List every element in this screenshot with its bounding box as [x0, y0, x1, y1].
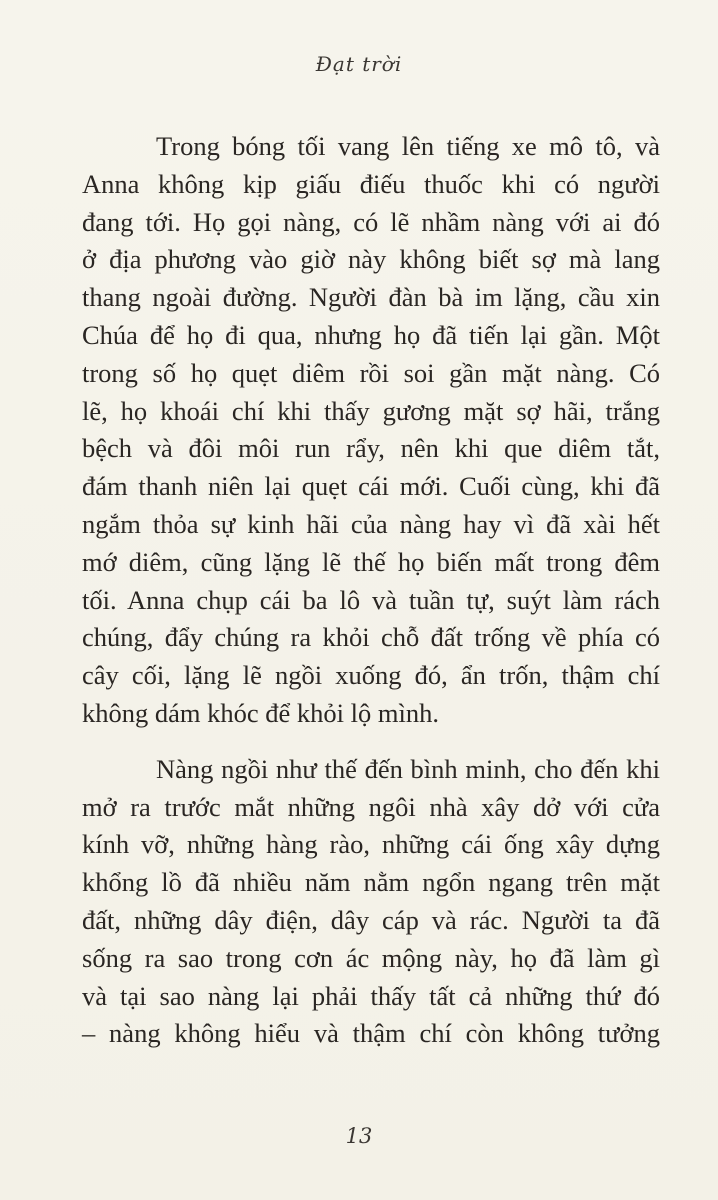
text-line: sống ra sao trong cơn ác mộng này, họ đã làm gì [82, 942, 660, 973]
text-line: đám thanh niên lại quẹt cái mới. Cuối cùng, khi đã [82, 471, 660, 502]
text-line: Trong bóng tối vang lên tiếng xe mô tô, và [156, 131, 660, 161]
text-line: Nàng ngồi như thế đến bình minh, cho đến khi [156, 753, 660, 784]
running-head: Đạt trời [315, 52, 403, 76]
text-line: – nàng không hiểu và thậm chí còn không tưởng [82, 1018, 660, 1049]
page-number: 13 [345, 1124, 373, 1148]
text-line: ở địa phương vào giờ này không biết sợ mà lang [82, 244, 660, 275]
text-line: mớ diêm, cũng lặng lẽ thế họ biến mất trong đêm [82, 546, 660, 577]
text-line: và tại sao nàng lại phải thấy tất cả những thứ đó [82, 980, 660, 1011]
text-line: đang tới. Họ gọi nàng, có lẽ nhầm nàng với ai đó [82, 206, 660, 237]
text-line: Anna không kịp giấu điếu thuốc khi có người [82, 168, 660, 199]
text-line: ngắm thỏa sự kinh hãi của nàng hay vì đã xài hết [82, 508, 660, 539]
paragraph-2 [82, 751, 660, 1053]
text-line: đất, những dây điện, dây cáp và rác. Người ta đã [82, 904, 660, 935]
text-line: trong số họ quẹt diêm rồi soi gần mặt nàng. Có [82, 357, 660, 388]
text-line: Chúa để họ đi qua, nhưng họ đã tiến lại gần. Một [82, 319, 660, 350]
text-line: mở ra trước mắt những ngôi nhà xây dở với cửa [82, 791, 660, 822]
text-line: không dám khóc để khỏi lộ mình. [82, 697, 439, 728]
paragraph-1 [82, 128, 660, 733]
text-line: lẽ, họ khoái chí khi thấy gương mặt sợ hãi, trắng [82, 395, 660, 426]
text-line: cây cối, lặng lẽ ngồi xuống đó, ẩn trốn, thậm chí [82, 660, 660, 691]
text-line: khổng lồ đã nhiều năm nằm ngổn ngang trên mặt [82, 867, 660, 898]
body-text [82, 128, 660, 1053]
text-line: bệch và đôi môi run rẩy, nên khi que diêm tắt, [82, 433, 660, 464]
text-line: chúng, đẩy chúng ra khỏi chỗ đất trống về phía có [82, 622, 660, 653]
text-line: tối. Anna chụp cái ba lô và tuần tự, suýt làm rách [82, 584, 660, 615]
text-line: thang ngoài đường. Người đàn bà im lặng, cầu xin [82, 282, 660, 313]
text-line: kính vỡ, những hàng rào, những cái ống xây dựng [82, 829, 660, 860]
